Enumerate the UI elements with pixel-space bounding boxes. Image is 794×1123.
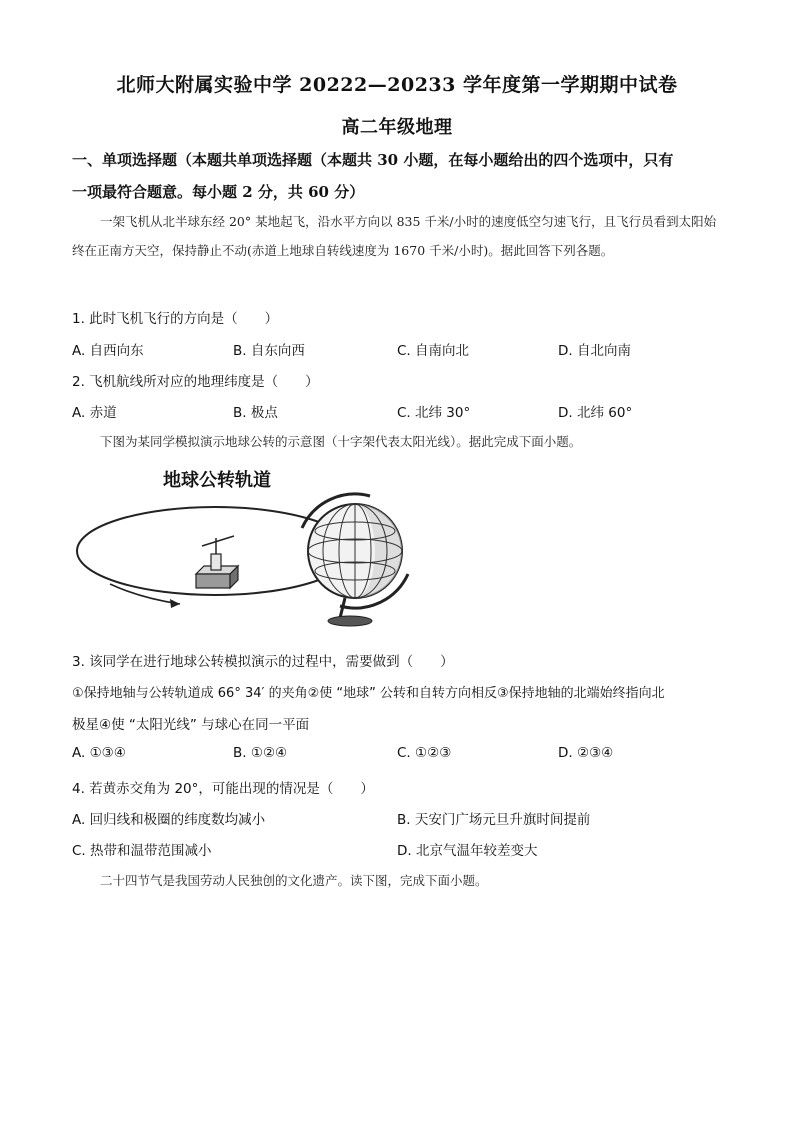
question-2-option-b: B. 极点 <box>233 405 278 421</box>
exam-subtitle: 高二年级地理 <box>341 117 453 138</box>
question-4-option-c: C. 热带和温带范围减小 <box>72 843 212 859</box>
question-1-option-a: A. 自西向东 <box>72 343 144 359</box>
globe-model <box>302 494 408 626</box>
question-2-option-d: D. 北纬 60° <box>558 405 633 421</box>
question-2-stem: 2. 飞机航线所对应的地理纬度是（ ） <box>72 374 319 390</box>
section-heading-line1: 一、单项选择题（本题共单项选择题（本题共 30 小题，在每小题给出的四个选项中，只有 <box>72 151 674 169</box>
section-intro-solar-terms: 二十四节气是我国劳动人民独创的文化遗产。读下图，完成下面小题。 <box>100 873 488 888</box>
question-1-option-c: C. 自南向北 <box>397 343 470 359</box>
question-3-stem: 3. 该同学在进行地球公转模拟演示的过程中，需要做到（ ） <box>72 654 454 670</box>
question-3-option-d: D. ②③④ <box>558 745 614 761</box>
question-3-option-a: A. ①③④ <box>72 745 126 761</box>
orbit-diagram <box>70 458 420 636</box>
question-2-option-c: C. 北纬 30° <box>397 405 471 421</box>
orbit-direction-arrow <box>110 584 180 604</box>
figure-intro: 下图为某同学模拟演示地球公转的示意图（十字架代表太阳光线）。据此完成下面小题。 <box>100 434 582 449</box>
question-4-option-d: D. 北京气温年较差变大 <box>397 843 538 859</box>
question-3-body-line2: 极星④使 “太阳光线” 与球心在同一平面 <box>72 717 310 733</box>
question-1-option-b: B. 自东向西 <box>233 343 305 359</box>
question-3-option-b: B. ①②④ <box>233 745 288 761</box>
arrow-head <box>170 599 180 608</box>
section-heading-line2: 一项最符合题意。每小题 2 分，共 60 分） <box>72 183 365 201</box>
exam-title: 北师大附属实验中学 20222—20233 学年度第一学期期中试卷 <box>116 74 678 96</box>
question-4-stem: 4. 若黄赤交角为 20°，可能出现的情况是（ ） <box>72 781 374 797</box>
question-4-option-b: B. 天安门广场元旦升旗时间提前 <box>397 812 591 828</box>
question-2-option-a: A. 赤道 <box>72 405 117 421</box>
passage-1: 一架飞机从北半球东经 20° 某地起飞，沿水平方向以 835 千米/小时的速度低空匀速飞行，且飞行员看到太阳始终在正南方天空，保持静止不动(赤道上地球自转线速度为 1670 千米/小时)。据此回答下列各题。 <box>72 214 717 258</box>
question-4-option-a: A. 回归线和极圈的纬度数均减小 <box>72 812 266 828</box>
question-3-option-c: C. ①②③ <box>397 745 452 761</box>
figure-title: 地球公转轨道 <box>163 470 271 491</box>
question-1-stem: 1. 此时飞机飞行的方向是（ ） <box>72 311 279 327</box>
sun-light-model <box>196 536 238 588</box>
question-1-option-d: D. 自北向南 <box>558 343 631 359</box>
question-3-body-line1: ①保持地轴与公转轨道成 66° 34′ 的夹角②使 “地球” 公转和自转方向相反③保持地轴的北端始终指向北 <box>72 686 665 701</box>
